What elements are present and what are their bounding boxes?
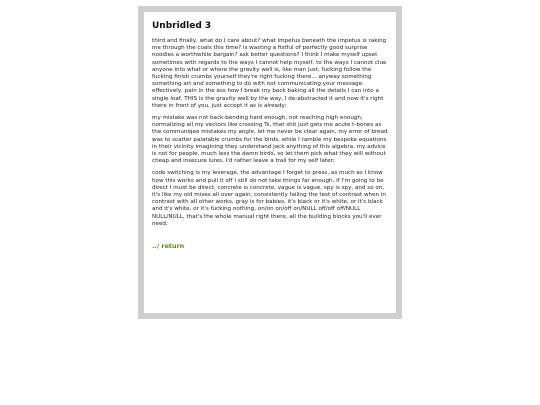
page-frame [138, 6, 402, 319]
paragraph-2: my mistake was not back-bending hard enough, not reaching high enough, normalizing all my vectors like crossing Ts, that shit just gets me acute t-bones as the communiqee mistakes my angle, let me never be clear again, my error of bread was to scatter palatable crumbs for the birds, while I ramble my bespoke equations in their vicinity imagining they understand jack anything of this algebra, my advice is not for people, much less the damn birds, so let them pick what they will without cheap and insecure lures, I'd rather leave a trail for my self later; [152, 115, 388, 165]
page-title: Unbridled 3 [152, 21, 212, 31]
paragraph-1: third and finally, what do I care about? what impetus beneath the impetus is raking me through the coals this time? is wasting a fistful of perfectly good surprise noodles a worthwhile bargain? ask better questions? I think I make myself upset sometimes with regards to the ways I cannot help myself, to the ways I cannot clue anyone into what or where the gravity well is, like man just, fucking follow the fucking finish crumbs yourself they're right fucking there... anyway something something art and something to do with not communicating your message effectively, pain in the ass how I break my back baking all the details I can into a single loaf, THIS is the gravity well by the way, I de-abstracted it and now it's right there in front of you, just accept it as is already; [152, 38, 387, 109]
paragraph-3: code switching is my leverage, the advantage I forget to press, as much as I know how this works and pull it off I still do not take things far enough, if I'm going to be direct I must be direct, concrete is concrete, vague is vague, spy is spy, and so on, it's like my old mixes all over again, consistently failing the test of contrast when in contrast with all other works, gray is for babies, it's black or it's white, or it's black and it's white, or it's fucking nothing, on/on on/off on/NULL off/off off/NULL NULL/NULL, that's the whole manual right there, all the building blocks you'll ever need; [152, 170, 386, 227]
content-card [144, 12, 396, 313]
return-link[interactable]: ../ return [152, 242, 185, 251]
